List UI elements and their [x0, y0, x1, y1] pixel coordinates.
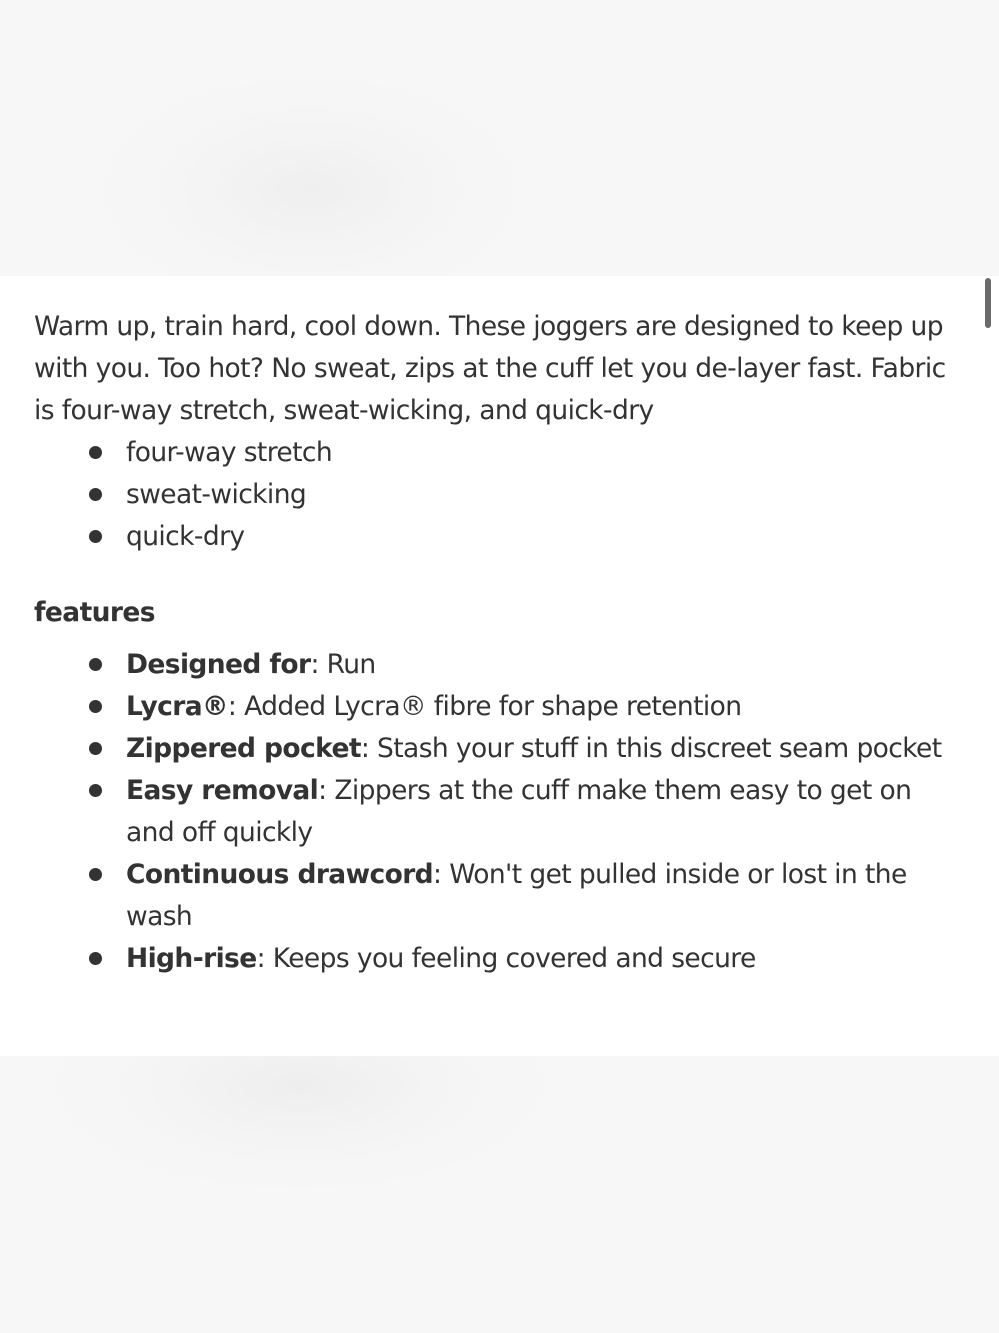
list-item [34, 474, 964, 516]
feature-text: Zippers at the cuff make them easy to get on and off quickly [126, 775, 912, 848]
bullet-icon [89, 446, 102, 459]
list-item: Zippered pocket: Stash your stuff in this discreet seam pocket [34, 728, 964, 770]
feature-term: High-rise [126, 943, 257, 974]
bullet-icon [89, 530, 102, 543]
blurred-background-bottom [0, 1056, 999, 1333]
list-item: Continuous drawcord: Won't get pulled inside or lost in the wash [34, 854, 964, 938]
list-item [34, 516, 964, 558]
list-item [34, 432, 964, 474]
feature-text: Run [326, 649, 376, 680]
bullet-icon [89, 700, 102, 713]
product-description [34, 306, 964, 980]
feature-text: Added Lycra® fibre for shape retention [244, 691, 742, 722]
bullet-icon [89, 742, 102, 755]
bullet-icon [89, 658, 102, 671]
list-item: Designed for: Run [34, 644, 964, 686]
bullet-icon [89, 488, 102, 501]
feature-term: Designed for [126, 649, 311, 680]
fabric-bullet-list [34, 432, 964, 558]
feature-term: Continuous drawcord [126, 859, 434, 890]
list-item: Easy removal: Zippers at the cuff make them easy to get on and off quickly [34, 770, 964, 854]
feature-term: Lycra® [126, 691, 228, 722]
feature-term: Easy removal [126, 775, 319, 806]
feature-text: Stash your stuff in this discreet seam pocket [377, 733, 942, 764]
description-intro: Warm up, train hard, cool down. These joggers are designed to keep up with you. Too hot? No sweat, zips at the cuff let you de-layer fast. Fabric is four-way stretch, sweat-wicking, and quick-dry [34, 311, 946, 426]
features-heading: features [34, 597, 155, 628]
bullet-text: four-way stretch [126, 437, 333, 468]
bullet-icon [89, 952, 102, 965]
bullet-text: quick-dry [126, 521, 245, 552]
bullet-icon [89, 784, 102, 797]
blurred-background-top [0, 0, 999, 276]
feature-text: Keeps you feeling covered and secure [272, 943, 756, 974]
feature-term: Zippered pocket [126, 733, 361, 764]
bullet-icon [89, 868, 102, 881]
bullet-text: sweat-wicking [126, 479, 307, 510]
list-item: Lycra®: Added Lycra® fibre for shape retention [34, 686, 964, 728]
feature-text: Won't get pulled inside or lost in the wash [126, 859, 907, 932]
list-item: High-rise: Keeps you feeling covered and secure [34, 938, 964, 980]
features-list [34, 644, 964, 980]
scrollbar-thumb[interactable] [985, 278, 991, 328]
